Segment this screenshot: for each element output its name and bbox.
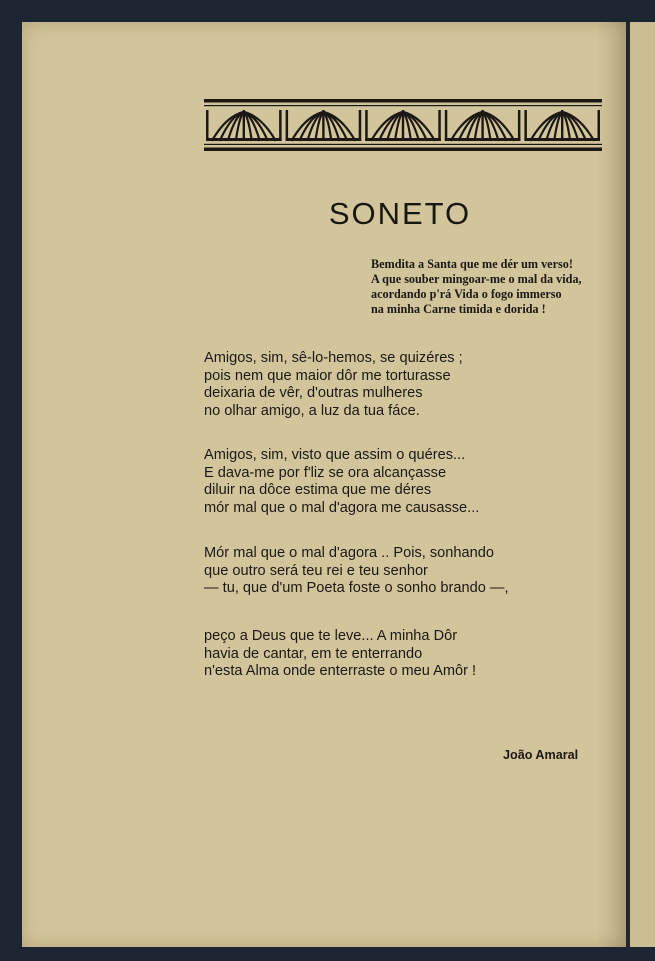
verse-line: Amigos, sim, sê-lo-hemos, se quizéres ; <box>204 350 463 366</box>
epigraph-line: Bemdita a Santa que me dér um verso! <box>371 257 573 271</box>
verse-line: — tu, que d'um Poeta foste o sonho brando —, <box>204 580 509 596</box>
epigraph-line: acordando p'rá Vida o fogo immerso <box>371 287 562 301</box>
verse-line: diluir na dôce estima que me déres <box>204 482 432 498</box>
ornament-motif <box>524 110 600 141</box>
facing-page-edge <box>628 22 655 947</box>
verse-line: no olhar amigo, a luz da tua fáce. <box>204 402 420 419</box>
page-gutter-shadow <box>596 22 626 947</box>
stanza-3 <box>204 545 509 598</box>
ornament-motif <box>206 110 282 141</box>
ornament-header-band <box>204 99 602 151</box>
verse-line: pois nem que maior dôr me torturasse <box>204 367 451 384</box>
epigraph-line: A que souber mingoar-me o mal da vida, <box>371 272 582 286</box>
epigraph-line: na minha Carne timida e dorida ! <box>371 302 546 316</box>
author-signature: João Amaral <box>503 748 579 762</box>
ornament-motif <box>365 110 441 141</box>
ornament-rule-top-thin <box>204 105 602 106</box>
verse-line: peço a Deus que te leve... A minha Dôr <box>204 628 458 644</box>
ornament-motif <box>445 110 521 141</box>
verse-line: Amigos, sim, visto que assim o quéres... <box>204 447 466 463</box>
poem-title: SONETO <box>328 196 472 231</box>
stanza-1 <box>204 350 463 420</box>
verse-line: n'esta Alma onde enterraste o meu Amôr ! <box>204 663 477 679</box>
stanza-2 <box>204 447 479 517</box>
epigraph <box>371 257 582 317</box>
verse-line: mór mal que o mal d'agora me causasse... <box>204 499 480 516</box>
verse-line: E dava-me por f'liz se ora alcançasse <box>204 464 447 481</box>
ornament-motif <box>286 110 362 141</box>
stanza-4 <box>204 628 476 681</box>
ornament-rule-bottom <box>204 148 602 152</box>
verse-line: Mór mal que o mal d'agora .. Pois, sonhando <box>204 545 494 561</box>
verse-line: havia de cantar, em te enterrando <box>204 645 423 662</box>
verse-line: que outro será teu rei e teu senhor <box>204 562 428 579</box>
ornament-rule-bottom-thin <box>204 144 602 145</box>
ornament-rule-top <box>204 99 602 103</box>
verse-line: deixaria de vêr, d'outras mulheres <box>204 385 423 401</box>
